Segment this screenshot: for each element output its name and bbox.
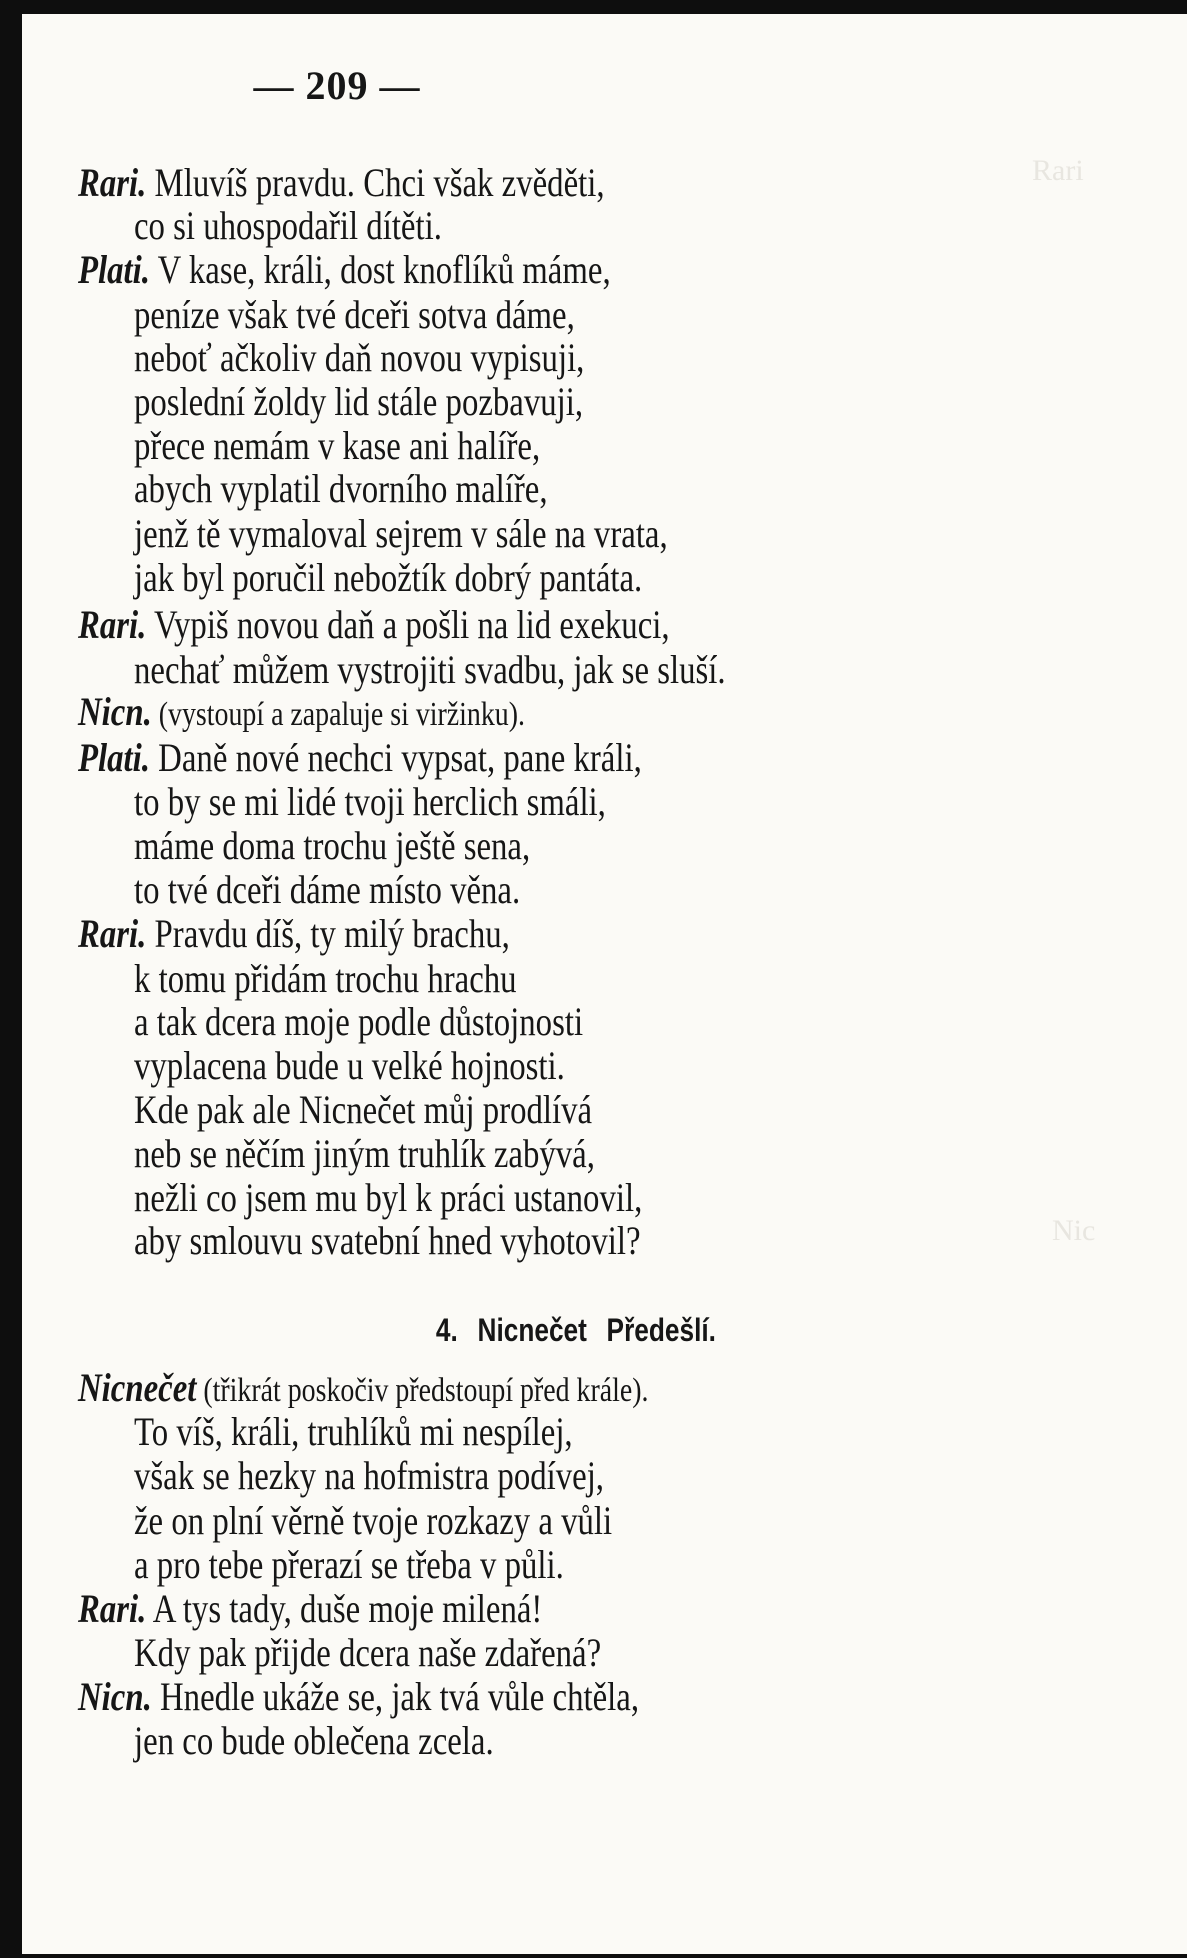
verse-line: [134, 510, 668, 557]
verse-line: [134, 1042, 565, 1089]
speaker-name: Nicnečet: [78, 1365, 197, 1410]
verse-text-span: To víš, králi, truhlíků mi nespílej,: [134, 1409, 573, 1454]
verse-line: [134, 1130, 595, 1177]
verse-text-span: poslední žoldy lid stále pozbavuji,: [134, 379, 584, 424]
verse-line: [78, 910, 510, 957]
verse-line: [78, 1585, 542, 1632]
verse-text-span: V kase, králi, dost knoflíků máme,: [149, 247, 611, 292]
section-subtitle: Předešlí.: [606, 1312, 716, 1348]
stage-direction: (třikrát poskočiv předstoupí před krále).: [196, 1372, 649, 1409]
verse-text-span: že on plní věrně tvoje rozkazy a vůli: [134, 1498, 613, 1543]
verse-text-span: máme doma trochu ještě sena,: [134, 823, 531, 868]
stage-direction: (vystoupí a zapaluje si viržinku).: [151, 696, 525, 733]
verse-line: [134, 998, 583, 1045]
speaker-name: Rari.: [78, 1586, 147, 1631]
verse-line: [134, 1541, 564, 1588]
verse-line: [78, 1364, 649, 1411]
verse-line: [134, 465, 548, 512]
verse-line: [134, 378, 583, 425]
verse-text-span: Mluvíš pravdu. Chci však zvěděti,: [146, 160, 605, 205]
verse-text-span: peníze však tvé dceři sotva dáme,: [134, 292, 575, 337]
verse-line: [78, 246, 611, 293]
verse-text-span: A tys tady, duše moje milená!: [146, 1586, 543, 1631]
section-title: Nicnečet: [477, 1312, 587, 1348]
speaker-name: Rari.: [78, 911, 147, 956]
verse-line: [134, 822, 530, 869]
verse-text-span: abych vyplatil dvorního malíře,: [134, 466, 548, 511]
verse-text-span: přece nemám v kase ani halíře,: [134, 423, 541, 468]
verse-text-span: Daně nové nechci vypsat, pane králi,: [149, 735, 642, 780]
speaker-name: Rari.: [78, 602, 147, 647]
verse-line: [78, 688, 525, 735]
verse-line: [134, 1497, 612, 1544]
verse-text-span: jak byl poručil nebožtík dobrý pantáta.: [134, 555, 643, 600]
verse-line: [134, 1086, 592, 1133]
verse-line: [134, 334, 584, 381]
verse-line: [78, 601, 670, 648]
verse-text-span: vyplacena bude u velké hojnosti.: [134, 1043, 565, 1088]
verse-text-span: to by se mi lidé tvoji herclich smáli,: [134, 779, 606, 824]
page-number: — 209 —: [253, 63, 421, 108]
verse-line: [134, 866, 520, 913]
verse-text-span: to tvé dceři dáme místo věna.: [134, 867, 521, 912]
speaker-name: Nicn.: [78, 1674, 152, 1719]
verse-line: [134, 554, 642, 601]
bleed-through-mark: Nic: [1052, 1214, 1096, 1247]
verse-text-span: Kde pak ale Nicnečet můj prodlívá: [134, 1087, 593, 1132]
verse-text-span: Kdy pak přijde dcera naše zdařená?: [134, 1630, 602, 1675]
speaker-name: Plati.: [78, 247, 150, 292]
verse-line: [78, 1673, 639, 1720]
verse-text-span: neboť ačkoliv daň novou vypisuji,: [134, 335, 585, 380]
verse-line: [134, 202, 442, 249]
verse-line: [134, 1408, 573, 1455]
verse-text-span: však se hezky na hofmistra podívej,: [134, 1453, 605, 1498]
verse-line: [134, 291, 575, 338]
verse-text-span: aby smlouvu svatební hned vyhotovil?: [134, 1218, 641, 1263]
section-heading: [117, 1312, 1035, 1349]
section-number: 4.: [435, 1312, 458, 1348]
verse-line: [78, 159, 605, 206]
verse-line: [134, 1452, 604, 1499]
verse-text-span: Vypiš novou daň a pošli na lid exekuci,: [146, 602, 670, 647]
verse-text-span: Hnedle ukáže se, jak tvá vůle chtěla,: [151, 1674, 640, 1719]
verse-text-span: a pro tebe přerazí se třeba v půli.: [134, 1542, 564, 1587]
book-page: [22, 14, 1187, 1954]
verse-line: [134, 1717, 494, 1764]
speaker-name: Nicn.: [78, 689, 152, 734]
speaker-name: Rari.: [78, 160, 147, 205]
verse-text-span: jenž tě vymaloval sejrem v sále na vrata,: [134, 511, 668, 556]
verse-line: [134, 1629, 601, 1676]
verse-line: [134, 1217, 641, 1264]
speaker-name: Plati.: [78, 735, 150, 780]
verse-text-span: Pravdu díš, ty milý brachu,: [146, 911, 510, 956]
verse-text-span: co si uhospodařil dítěti.: [134, 203, 442, 248]
verse-line: [134, 955, 517, 1002]
verse-line: [134, 778, 606, 825]
bleed-through-mark: Rari: [1032, 154, 1084, 187]
verse-text-span: nechať můžem vystrojiti svadbu, jak se sluší.: [134, 647, 726, 692]
verse-text-span: k tomu přidám trochu hrachu: [134, 956, 517, 1001]
verse-text-span: neb se něčím jiným truhlík zabývá,: [134, 1131, 595, 1176]
verse-text-span: a tak dcera moje podle důstojnosti: [134, 999, 584, 1044]
verse-text-span: nežli co jsem mu byl k práci ustanovil,: [134, 1175, 643, 1220]
verse-line: [134, 1174, 642, 1221]
verse-line: [134, 422, 540, 469]
verse-text-span: jen co bude oblečena zcela.: [134, 1718, 494, 1763]
verse-line: [78, 734, 642, 781]
verse-line: [134, 646, 726, 693]
